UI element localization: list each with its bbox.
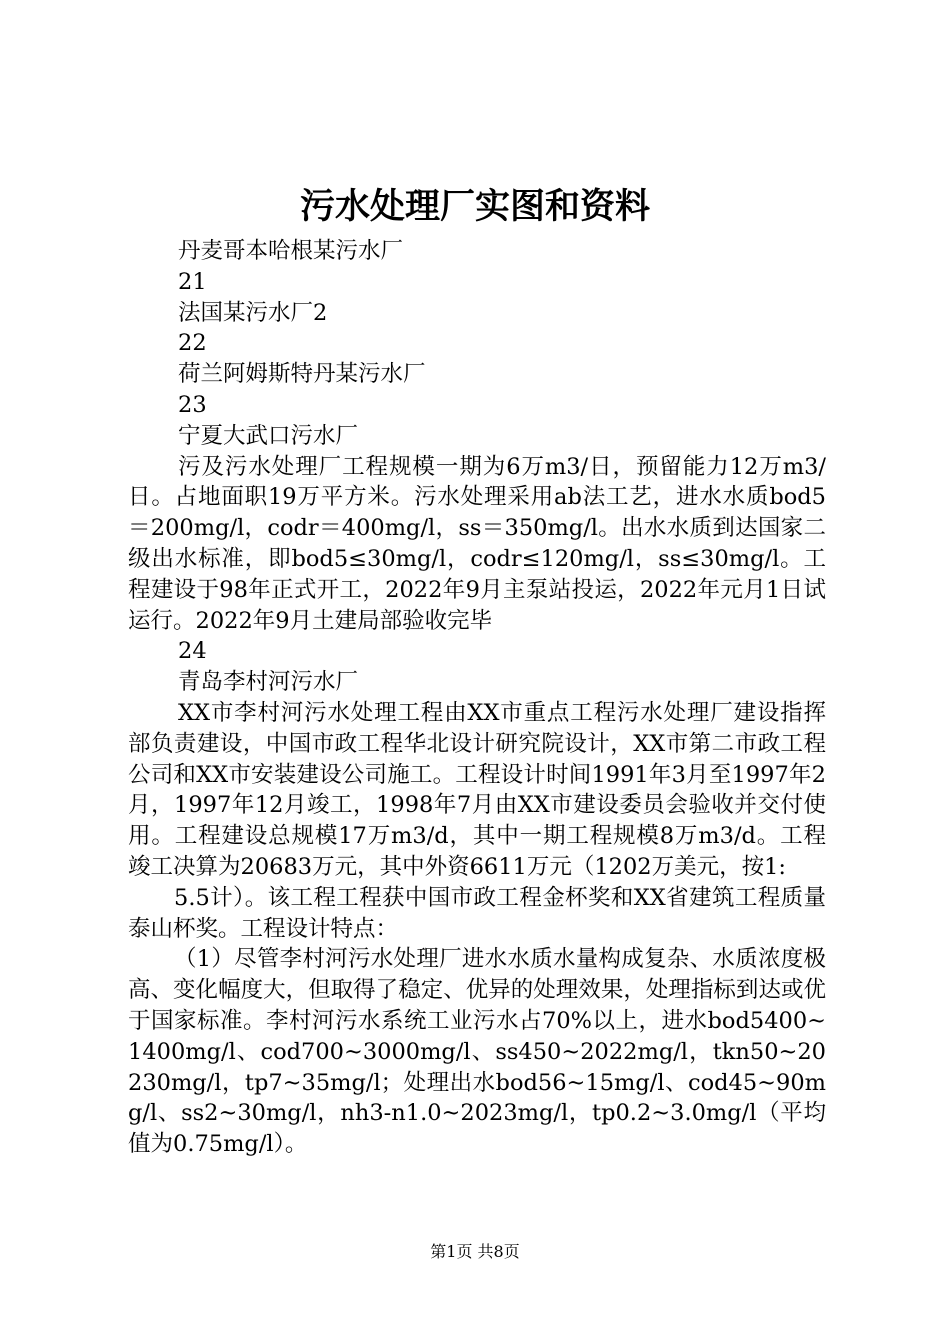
item-france: 法国某污水厂2 bbox=[178, 299, 328, 326]
item-number-21: 21 bbox=[178, 268, 207, 295]
item-netherlands: 荷兰阿姆斯特丹某污水厂 bbox=[178, 361, 426, 388]
paragraph-award: 5.5计）。该工程工程获中国市政工程金杯奖和XX省建筑工程质量泰山杯奖。工程设计特点： bbox=[128, 884, 826, 942]
item-number-24: 24 bbox=[178, 638, 207, 665]
page-footer: 第1页 共8页 bbox=[430, 1242, 520, 1261]
item-number-22: 22 bbox=[178, 330, 207, 357]
item-denmark: 丹麦哥本哈根某污水厂 bbox=[178, 238, 404, 264]
item-number-23: 23 bbox=[178, 391, 207, 418]
paragraph-ningxia: 污及污水处理厂工程规模一期为6万m3/日，预留能力12万m3/日。占地面职19万平方米。污水处理采用ab法工艺，进水水质bod5＝200mg/l，codr＝400mg/l，ss＝350mg/l。出水水质到达国家二级出水标准，即bod5≤30mg/l，codr≤120mg/l，ss≤30mg/l。工程建设于98年正式开工，2022年9月主泵站投运，2022年元月1日试运行。2022年9月土建局部验收完毕 bbox=[128, 453, 826, 634]
paragraph-qingdao: XX市李村河污水处理工程由XX市重点工程污水处理厂建设指挥部负责建设，中国市政工程华北设计研究院设计，XX市第二市政工程公司和XX市安装建设公司施工。工程设计时间1991年3月至1997年2月，1997年12月竣工，1998年7月由XX市建设委员会验收并交付使用。工程建设总规模17万m3/d，其中一期工程规模8万m3/d。工程竣工决算为20683万元，其中外资6611万元（1202万美元，按1: bbox=[128, 699, 826, 880]
paragraph-design-feature-1: （1）尽管李村河污水处理厂进水水质水量构成复杂、水质浓度极高、变化幅度大，但取得了稳定、优异的处理效果，处理指标到达或优于国家标准。李村河污水系统工业污水占70%以上，进水bod5400~1400mg/l、cod700~3000mg/l、ss450~2022mg/l，tkn50~20230mg/l，tp7~35mg/l；处理出水bod56~15mg/l、cod45~90mg/l、ss2~30mg/l，nh3-n1.0~2023mg/l，tp0.2~3.0mg/l（平均值为0.75mg/l）。 bbox=[128, 946, 826, 1158]
document-body bbox=[128, 236, 826, 1160]
item-ningxia: 宁夏大武口污水厂 bbox=[178, 422, 359, 449]
item-qingdao: 青岛李村河污水厂 bbox=[178, 669, 359, 696]
page-title: 污水处理厂实图和资料 bbox=[299, 186, 650, 227]
